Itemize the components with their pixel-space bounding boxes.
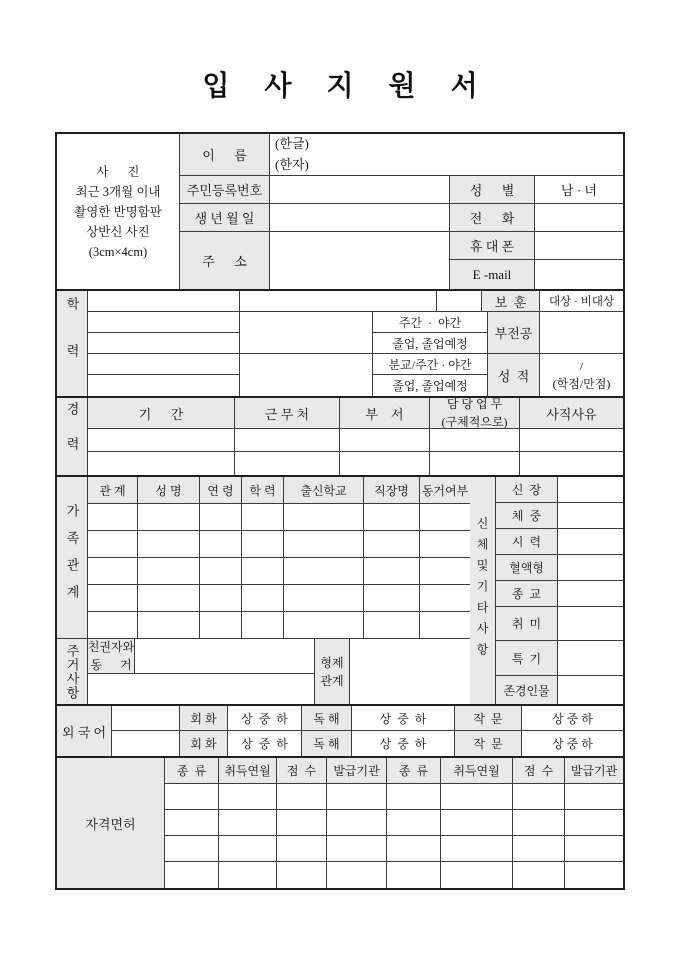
language-name-field[interactable]	[112, 706, 180, 731]
career-cell[interactable]	[430, 429, 520, 452]
license-cell[interactable]	[219, 836, 277, 862]
resident-id-label: 주민등록번호	[180, 176, 270, 204]
mobile-label: 휴 대 폰	[450, 232, 535, 260]
license-header-issuer: 발급기관	[565, 758, 623, 784]
career-section-label: 경력	[57, 398, 88, 475]
respected-person-label: 존경인물	[496, 676, 558, 704]
height-field[interactable]	[558, 477, 623, 503]
residence-section-label: 주거사항	[57, 639, 88, 704]
family-cell[interactable]	[284, 558, 364, 585]
license-cell[interactable]	[565, 810, 623, 836]
education-school-field[interactable]	[88, 375, 240, 396]
vision-label: 시 력	[496, 529, 558, 555]
family-cell[interactable]	[284, 612, 364, 639]
hobby-label: 취 미	[496, 607, 558, 641]
weight-label: 체 중	[496, 503, 558, 529]
section-education	[57, 291, 623, 398]
family-cell[interactable]	[420, 531, 470, 558]
license-header-date: 취득연월	[219, 758, 277, 784]
family-header-school: 출신학교	[284, 477, 364, 504]
photo-box	[57, 134, 180, 289]
family-header-relation: 관 계	[88, 477, 138, 504]
family-header-name: 성 명	[138, 477, 200, 504]
license-header-score: 점 수	[513, 758, 565, 784]
photo-line: 최근 3개월 이내	[75, 184, 161, 199]
writing-label: 작 문	[455, 731, 522, 756]
sibling-relation-label: 형제 관계	[315, 639, 350, 704]
career-cell[interactable]	[520, 452, 623, 475]
family-cell[interactable]	[138, 612, 200, 639]
career-resign-header: 사직사유	[520, 398, 623, 429]
family-header-cohabit: 동거여부	[420, 477, 470, 504]
photo-line: 상반신 사진	[86, 224, 150, 239]
respected-person-field[interactable]	[558, 676, 623, 704]
license-cell[interactable]	[327, 810, 387, 836]
veteran-label: 보 훈	[482, 291, 540, 312]
family-cell[interactable]	[138, 558, 200, 585]
sibling-relation-field[interactable]	[350, 639, 470, 704]
family-cell[interactable]	[200, 558, 242, 585]
section-language	[57, 706, 623, 758]
family-cell[interactable]	[88, 585, 138, 612]
phone-field[interactable]	[535, 204, 623, 232]
education-school-field[interactable]	[88, 333, 240, 354]
grade-paren: (학점/만점)	[552, 377, 611, 391]
conversation-scale: 상 중 하	[228, 706, 302, 731]
guardian-cohabit-label: 친권자와 동 거	[88, 640, 135, 672]
height-label: 신 장	[496, 477, 558, 503]
education-field[interactable]	[240, 291, 437, 312]
license-cell[interactable]	[327, 784, 387, 810]
graduation-label: 졸업, 졸업예정	[373, 333, 488, 354]
license-header-type: 종 류	[165, 758, 219, 784]
birth-date-label: 생 년 월 일	[180, 204, 270, 232]
career-department-header: 부 서	[340, 398, 430, 429]
career-cell[interactable]	[235, 429, 340, 452]
license-cell[interactable]	[219, 810, 277, 836]
license-header-date: 취득연월	[441, 758, 513, 784]
license-cell[interactable]	[441, 810, 513, 836]
name-hangul-label: (한글)	[275, 135, 309, 151]
day-night-label: 주간 · 야간	[373, 312, 488, 333]
family-cell[interactable]	[420, 585, 470, 612]
section-personal	[57, 134, 623, 291]
license-cell[interactable]	[219, 862, 277, 888]
family-cell[interactable]	[364, 558, 420, 585]
family-cell[interactable]	[138, 585, 200, 612]
mobile-field[interactable]	[535, 232, 623, 260]
license-cell[interactable]	[565, 836, 623, 862]
license-cell[interactable]	[277, 810, 327, 836]
conversation-label: 회 화	[180, 706, 228, 731]
career-period-header: 기 간	[88, 398, 235, 429]
email-label: E -mail	[450, 260, 535, 289]
family-header-workplace: 직장명	[364, 477, 420, 504]
address-field[interactable]	[270, 232, 450, 289]
family-section-label: 가족관계	[57, 477, 88, 639]
reading-scale: 상 중 하	[352, 731, 455, 756]
resident-id-field[interactable]	[270, 176, 450, 204]
reading-label: 독 해	[302, 706, 352, 731]
license-cell[interactable]	[565, 862, 623, 888]
career-cell[interactable]	[340, 452, 430, 475]
application-form-table	[55, 132, 625, 890]
phone-label: 전 화	[450, 204, 535, 232]
license-cell[interactable]	[387, 784, 441, 810]
language-name-field[interactable]	[112, 731, 180, 756]
education-school-field[interactable]	[88, 354, 240, 375]
career-cell[interactable]	[88, 452, 235, 475]
license-cell[interactable]	[387, 836, 441, 862]
grade-field[interactable]	[540, 354, 623, 396]
education-major-field[interactable]	[240, 312, 373, 354]
name-field[interactable]	[270, 134, 623, 176]
license-cell[interactable]	[165, 836, 219, 862]
career-cell[interactable]	[520, 429, 623, 452]
career-workplace-header: 근 무 처	[235, 398, 340, 429]
conversation-scale: 상 중 하	[228, 731, 302, 756]
minor-field[interactable]	[540, 312, 623, 354]
license-cell[interactable]	[565, 784, 623, 810]
branch-day-night-label: 분교/주간 · 야간	[373, 354, 488, 375]
license-cell[interactable]	[441, 784, 513, 810]
license-cell[interactable]	[513, 862, 565, 888]
family-cell[interactable]	[364, 612, 420, 639]
religion-label: 종 교	[496, 581, 558, 607]
license-cell[interactable]	[277, 862, 327, 888]
education-school-field[interactable]	[88, 291, 240, 312]
family-cell[interactable]	[200, 504, 242, 531]
license-cell[interactable]	[441, 836, 513, 862]
graduation-label: 졸업, 졸업예정	[373, 375, 488, 396]
family-cell[interactable]	[242, 585, 284, 612]
career-duty-header: 담 당 업 무 (구체적으로)	[430, 398, 520, 429]
license-cell[interactable]	[277, 784, 327, 810]
license-cell[interactable]	[327, 836, 387, 862]
address-label: 주 소	[180, 232, 270, 289]
education-section-label: 학력	[57, 291, 88, 396]
family-cell[interactable]	[364, 504, 420, 531]
license-section-label: 자격면허	[57, 758, 165, 888]
conversation-label: 회 화	[180, 731, 228, 756]
blood-type-field[interactable]	[558, 555, 623, 581]
photo-line: (3cm×4cm)	[88, 244, 148, 259]
email-field[interactable]	[535, 260, 623, 289]
family-cell[interactable]	[242, 612, 284, 639]
minor-label: 부전공	[488, 312, 540, 354]
family-cell[interactable]	[284, 531, 364, 558]
guardian-cohabit-field[interactable]	[135, 639, 315, 674]
gender-value: 남 · 녀	[535, 176, 623, 204]
residence-field[interactable]	[88, 674, 315, 704]
section-family-residence	[57, 477, 623, 706]
family-cell[interactable]	[88, 531, 138, 558]
family-cell[interactable]	[242, 558, 284, 585]
license-cell[interactable]	[513, 810, 565, 836]
weight-field[interactable]	[558, 503, 623, 529]
vision-field[interactable]	[558, 529, 623, 555]
license-cell[interactable]	[327, 862, 387, 888]
license-cell[interactable]	[165, 810, 219, 836]
career-cell[interactable]	[235, 452, 340, 475]
family-cell[interactable]	[138, 531, 200, 558]
reading-label: 독 해	[302, 731, 352, 756]
body-info-section-label: 신체및기타사항	[470, 477, 496, 704]
family-cell[interactable]	[242, 504, 284, 531]
family-cell[interactable]	[284, 504, 364, 531]
family-cell[interactable]	[138, 504, 200, 531]
education-field[interactable]	[437, 291, 482, 312]
family-header-age: 연 령	[200, 477, 242, 504]
license-cell[interactable]	[219, 784, 277, 810]
license-cell[interactable]	[165, 862, 219, 888]
family-cell[interactable]	[364, 531, 420, 558]
family-cell[interactable]	[88, 612, 138, 639]
license-cell[interactable]	[165, 784, 219, 810]
section-license	[57, 758, 623, 888]
family-cell[interactable]	[242, 531, 284, 558]
grade-label: 성 적	[488, 354, 540, 396]
section-career	[57, 398, 623, 477]
license-header-type: 종 류	[387, 758, 441, 784]
writing-scale: 상 중 하	[522, 706, 623, 731]
family-cell[interactable]	[200, 531, 242, 558]
form-title: 입 사 지 원 서	[202, 71, 492, 102]
career-cell[interactable]	[88, 429, 235, 452]
career-cell[interactable]	[430, 452, 520, 475]
writing-scale: 상 중 하	[552, 737, 593, 751]
specialty-field[interactable]	[558, 641, 623, 676]
family-cell[interactable]	[420, 612, 470, 639]
license-cell[interactable]	[441, 862, 513, 888]
photo-line: 촬영한 반명함판	[74, 204, 162, 219]
family-cell[interactable]	[420, 504, 470, 531]
specialty-label: 특 기	[496, 641, 558, 676]
family-cell[interactable]	[88, 504, 138, 531]
writing-label: 작 문	[455, 706, 522, 731]
family-cell[interactable]	[200, 612, 242, 639]
family-cell[interactable]	[284, 585, 364, 612]
name-hanja-label: (한자)	[275, 156, 309, 172]
career-cell[interactable]	[340, 429, 430, 452]
education-school-field[interactable]	[88, 312, 240, 333]
religion-field[interactable]	[558, 581, 623, 607]
license-header-issuer: 발급기관	[327, 758, 387, 784]
family-cell[interactable]	[200, 585, 242, 612]
license-cell[interactable]	[277, 836, 327, 862]
license-cell[interactable]	[513, 836, 565, 862]
hobby-field[interactable]	[558, 607, 623, 641]
grade-slash: /	[579, 359, 584, 373]
family-cell[interactable]	[88, 558, 138, 585]
family-header-education: 학 력	[242, 477, 284, 504]
reading-scale: 상 중 하	[352, 706, 455, 731]
education-major-field[interactable]	[240, 354, 373, 396]
language-section-label: 외 국 어	[57, 706, 112, 756]
license-cell[interactable]	[387, 810, 441, 836]
license-cell[interactable]	[387, 862, 441, 888]
gender-label: 성 별	[450, 176, 535, 204]
veteran-value: 대상 · 비대상	[540, 291, 623, 312]
family-cell[interactable]	[364, 585, 420, 612]
license-header-score: 점 수	[277, 758, 327, 784]
license-cell[interactable]	[513, 784, 565, 810]
family-cell[interactable]	[420, 558, 470, 585]
blood-type-label: 혈액형	[496, 555, 558, 581]
name-label: 이 름	[180, 134, 270, 176]
birth-date-field[interactable]	[270, 204, 450, 232]
photo-line: 사 진	[96, 164, 140, 179]
